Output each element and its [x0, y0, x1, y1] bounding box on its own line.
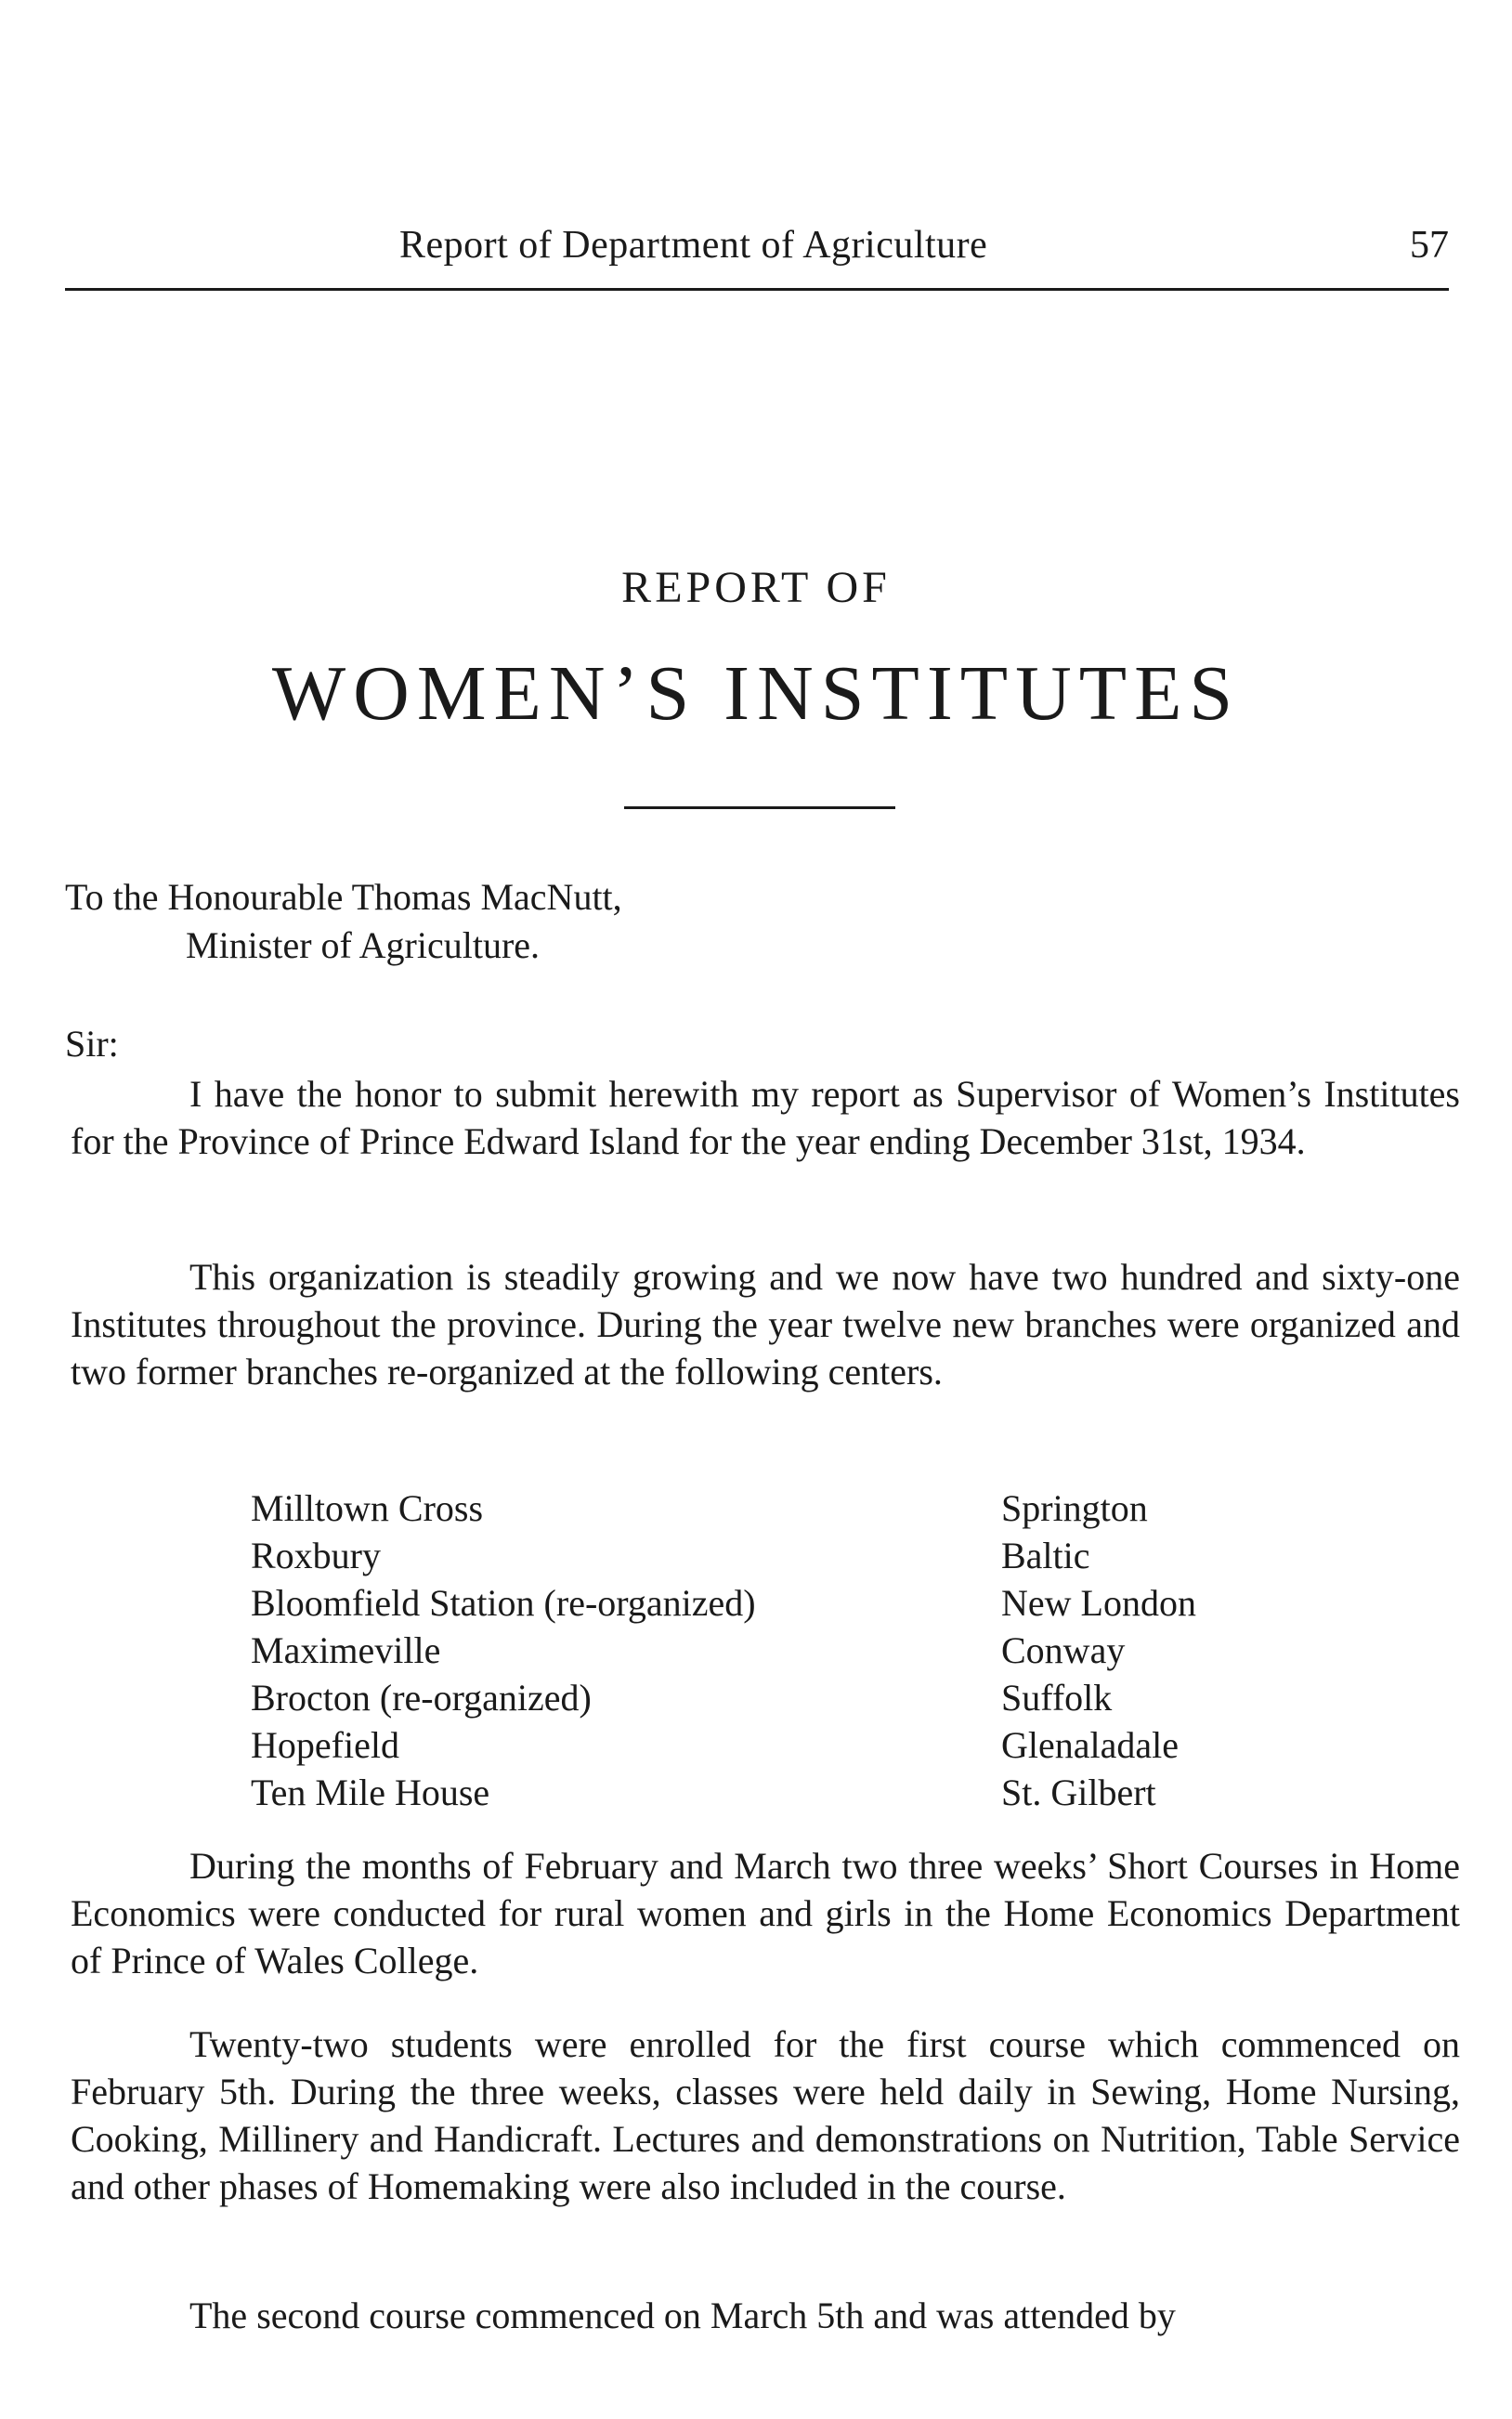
paragraph-4: Twenty-two students were enrolled for the first course which commenced on February 5th. During the three weeks, classes were held daily in Sewing, Home Nursing, Cooking, Millinery and Handicraft. Lectures and demonstrations on Nutrition, Table Service and other phases of Homemaking were also included in the course.: [71, 2023, 1460, 2207]
center-item: Bloomfield Station (re-organized): [251, 1582, 756, 1624]
running-head-title: Report of Department of Agriculture: [399, 224, 988, 267]
centers-right-column: [1001, 1484, 1373, 1816]
center-item: Springton: [1001, 1487, 1148, 1529]
page-number: 57: [1410, 224, 1449, 267]
title-rule: [624, 806, 895, 809]
center-item: Ten Mile House: [251, 1772, 490, 1813]
addressee-title-line: Minister of Agriculture.: [186, 924, 541, 966]
paragraph-1: I have the honor to submit herewith my report as Supervisor of Women’s Institutes for the Province of Prince Edward Island for the year ending December 31st, 1934.: [71, 1073, 1460, 1162]
paragraph-2: This organization is steadily growing and we now have two hundred and sixty-one Institutes throughout the province. During the year twelve new branches were organized and two former branches re-organized at the following centers.: [71, 1256, 1460, 1393]
centers-left-column: [251, 1484, 957, 1816]
center-item: Roxbury: [251, 1535, 381, 1576]
center-item: Maximeville: [251, 1629, 441, 1671]
center-item: New London: [1001, 1582, 1196, 1624]
center-item: Hopefield: [251, 1724, 399, 1766]
paragraph-3: During the months of February and March two three weeks’ Short Courses in Home Economics were conducted for rural women and girls in the Home Economics Department of Prince of Wales College.: [71, 1845, 1460, 1981]
center-item: Milltown Cross: [251, 1487, 484, 1529]
center-item: Suffolk: [1001, 1677, 1113, 1719]
paragraph-5: The second course commenced on March 5th and was attended by: [189, 2295, 1176, 2336]
page-title: WOMEN’S INSTITUTES: [271, 650, 1241, 737]
salutation: Sir:: [65, 1023, 119, 1065]
header-rule: [65, 288, 1449, 291]
report-of-heading: REPORT OF: [621, 563, 891, 612]
center-item: St. Gilbert: [1001, 1772, 1156, 1813]
center-item: Conway: [1001, 1629, 1126, 1671]
addressee-line: To the Honourable Thomas MacNutt,: [65, 876, 622, 918]
center-item: Glenaladale: [1001, 1724, 1179, 1766]
center-item: Baltic: [1001, 1535, 1090, 1576]
center-item: Brocton (re-organized): [251, 1677, 592, 1719]
running-head: [65, 223, 1449, 279]
